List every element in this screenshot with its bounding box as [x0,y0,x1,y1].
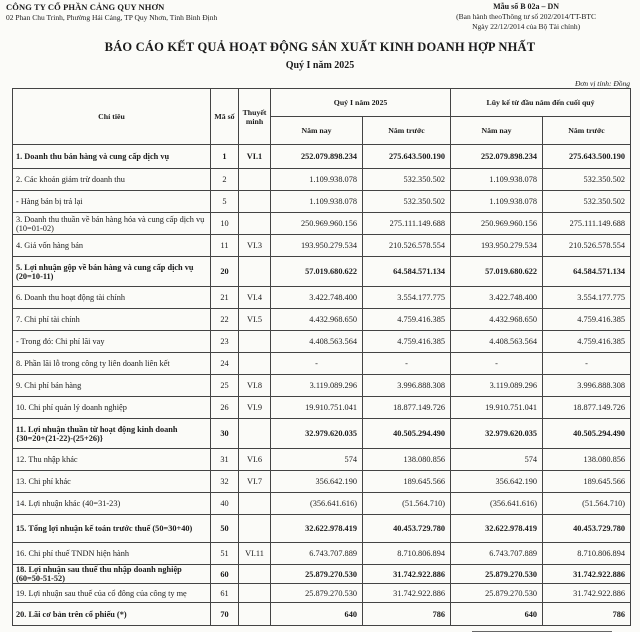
row-quarter-this-year: 19.910.751.041 [271,397,363,419]
row-quarter-last-year: 40.453.729.780 [363,515,451,543]
row-quarter-last-year: 532.350.502 [363,191,451,213]
row-label: 5. Lợi nhuận gộp về bán hàng và cung cấp dịch vụ (20=10-11) [13,257,211,287]
header-quarter: Quý I năm 2025 [271,89,451,117]
company-name: CÔNG TY CỔ PHẦN CẢNG QUY NHƠN [6,2,165,12]
row-quarter-this-year: - [271,353,363,375]
row-quarter-last-year: 31.742.922.886 [363,584,451,603]
report-period: Quý I năm 2025 [285,60,355,71]
row-label: 18. Lợi nhuận sau thuế thu nhập doanh nghiệp (60=50-51-52) [13,565,211,584]
row-ytd-this-year: 6.743.707.889 [451,543,543,565]
row-quarter-last-year: 18.877.149.726 [363,397,451,419]
row-code: 21 [211,287,239,309]
row-code: 25 [211,375,239,397]
row-code: 23 [211,331,239,353]
row-note: VI.7 [239,471,271,493]
row-ytd-last-year: 4.759.416.385 [543,331,631,353]
row-quarter-last-year: 786 [363,603,451,626]
table-row [13,603,631,626]
table-row [13,235,631,257]
row-note [239,191,271,213]
row-label: 13. Chi phí khác [13,471,211,493]
table-row [13,331,631,353]
row-ytd-last-year: 40.505.294.490 [543,419,631,449]
row-note: VI.1 [239,145,271,169]
report-title: BÁO CÁO KẾT QUẢ HOẠT ĐỘNG SẢN XUẤT KINH DOANH HỢP NHẤT [104,40,536,54]
row-code: 40 [211,493,239,515]
row-note [239,213,271,235]
row-code: 61 [211,584,239,603]
row-quarter-last-year: 210.526.578.554 [363,235,451,257]
row-ytd-last-year: 18.877.149.726 [543,397,631,419]
row-ytd-last-year: 31.742.922.886 [543,565,631,584]
row-label: 3. Doanh thu thuần về bán hàng hóa và cung cấp dịch vụ (10=01-02) [13,213,211,235]
table-row [13,584,631,603]
row-code: 1 [211,145,239,169]
table-row [13,419,631,449]
row-code: 2 [211,169,239,191]
row-label: 16. Chi phí thuế TNDN hiện hành [13,543,211,565]
row-quarter-last-year: 532.350.502 [363,169,451,191]
table-row [13,145,631,169]
row-ytd-this-year: 250.969.960.156 [451,213,543,235]
row-ytd-last-year: (51.564.710) [543,493,631,515]
row-quarter-this-year: 1.109.938.078 [271,169,363,191]
row-note: VI.6 [239,449,271,471]
form-issued-by: (Ban hành theoThông tư số 202/2014/TT-BTC [456,12,596,21]
table-row [13,257,631,287]
row-label: 2. Các khoản giảm trừ doanh thu [13,169,211,191]
row-quarter-this-year: 25.879.270.530 [271,584,363,603]
row-quarter-this-year: 6.743.707.889 [271,543,363,565]
row-note: VI.11 [239,543,271,565]
row-code: 20 [211,257,239,287]
row-label: 20. Lãi cơ bản trên cổ phiếu (*) [13,603,211,626]
income-statement-table [12,88,631,626]
row-quarter-this-year: 4.432.968.650 [271,309,363,331]
row-ytd-last-year: 31.742.922.886 [543,584,631,603]
row-code: 60 [211,565,239,584]
row-quarter-this-year: 640 [271,603,363,626]
row-quarter-last-year: 138.080.856 [363,449,451,471]
row-quarter-last-year: - [363,353,451,375]
row-code: 51 [211,543,239,565]
row-note: VI.3 [239,235,271,257]
row-code: 26 [211,397,239,419]
row-quarter-this-year: 1.109.938.078 [271,191,363,213]
row-quarter-last-year: 4.759.416.385 [363,331,451,353]
row-quarter-this-year: 252.079.898.234 [271,145,363,169]
row-quarter-this-year: 3.119.089.296 [271,375,363,397]
row-code: 30 [211,419,239,449]
header-code: Mã số [211,89,239,145]
header-item: Chỉ tiêu [13,89,211,145]
row-note [239,584,271,603]
row-quarter-this-year: 3.422.748.400 [271,287,363,309]
row-quarter-last-year: 275.111.149.688 [363,213,451,235]
row-quarter-last-year: 275.643.500.190 [363,145,451,169]
row-note: VI.5 [239,309,271,331]
row-note [239,331,271,353]
row-quarter-last-year: 40.505.294.490 [363,419,451,449]
row-code: 22 [211,309,239,331]
header-last-year: Năm trước [363,117,451,145]
row-ytd-last-year: 4.759.416.385 [543,309,631,331]
row-ytd-this-year: 4.408.563.564 [451,331,543,353]
row-label: 15. Tổng lợi nhuận kế toán trước thuế (50=30+40) [13,515,211,543]
row-quarter-this-year: 32.622.978.419 [271,515,363,543]
row-note: VI.4 [239,287,271,309]
row-note [239,257,271,287]
row-code: 10 [211,213,239,235]
table-row [13,515,631,543]
row-code: 50 [211,515,239,543]
table-row [13,397,631,419]
row-ytd-last-year: - [543,353,631,375]
row-quarter-last-year: 64.584.571.134 [363,257,451,287]
row-label: 7. Chi phí tài chính [13,309,211,331]
row-note: VI.9 [239,397,271,419]
row-ytd-last-year: 3.996.888.308 [543,375,631,397]
row-quarter-last-year: 189.645.566 [363,471,451,493]
row-ytd-this-year: 574 [451,449,543,471]
table-row [13,471,631,493]
table-row [13,169,631,191]
row-ytd-this-year: 252.079.898.234 [451,145,543,169]
row-label: 8. Phần lãi lỗ trong công ty liên doanh liên kết [13,353,211,375]
company-address: 02 Phan Chu Trinh, Phường Hải Cảng, TP Quy Nhơn, Tỉnh Bình Định [6,13,218,22]
row-label: 9. Chi phí bán hàng [13,375,211,397]
row-ytd-this-year: 356.642.190 [451,471,543,493]
row-ytd-this-year: 3.422.748.400 [451,287,543,309]
row-quarter-this-year: 193.950.279.534 [271,235,363,257]
row-ytd-this-year: 32.979.620.035 [451,419,543,449]
table-row [13,565,631,584]
row-label: - Trong đó: Chi phí lãi vay [13,331,211,353]
row-note [239,603,271,626]
row-ytd-last-year: 786 [543,603,631,626]
header-last-year-ytd: Năm trước [543,117,631,145]
row-code: 5 [211,191,239,213]
row-ytd-this-year: 4.432.968.650 [451,309,543,331]
row-ytd-last-year: 138.080.856 [543,449,631,471]
row-ytd-last-year: 275.643.500.190 [543,145,631,169]
row-quarter-last-year: 3.996.888.308 [363,375,451,397]
row-code: 32 [211,471,239,493]
row-ytd-last-year: 3.554.177.775 [543,287,631,309]
row-ytd-this-year: 640 [451,603,543,626]
row-ytd-this-year: 57.019.680.622 [451,257,543,287]
row-note: VI.8 [239,375,271,397]
row-ytd-last-year: 532.350.502 [543,191,631,213]
row-label: 14. Lợi nhuận khác (40=31-23) [13,493,211,515]
row-ytd-last-year: 275.111.149.688 [543,213,631,235]
table-row [13,493,631,515]
row-ytd-this-year: 25.879.270.530 [451,584,543,603]
row-note [239,515,271,543]
table-row [13,287,631,309]
row-code: 24 [211,353,239,375]
row-label: 4. Giá vốn hàng bán [13,235,211,257]
row-quarter-this-year: 250.969.960.156 [271,213,363,235]
row-quarter-this-year: (356.641.616) [271,493,363,515]
header-ytd: Lũy kế từ đầu năm đến cuối quý [451,89,631,117]
row-ytd-this-year: 25.879.270.530 [451,565,543,584]
row-ytd-this-year: 193.950.279.534 [451,235,543,257]
header-this-year-ytd: Năm nay [451,117,543,145]
row-label: 10. Chi phí quản lý doanh nghiệp [13,397,211,419]
row-note [239,419,271,449]
row-ytd-this-year: 19.910.751.041 [451,397,543,419]
row-label: 1. Doanh thu bán hàng và cung cấp dịch vụ [13,145,211,169]
row-quarter-this-year: 32.979.620.035 [271,419,363,449]
row-label: 11. Lợi nhuận thuần từ hoạt động kinh doanh {30=20+(21-22)-(25+26)} [13,419,211,449]
row-ytd-this-year: 3.119.089.296 [451,375,543,397]
table-row [13,543,631,565]
row-ytd-last-year: 532.350.502 [543,169,631,191]
table-row [13,213,631,235]
row-quarter-last-year: 4.759.416.385 [363,309,451,331]
row-ytd-this-year: 1.109.938.078 [451,169,543,191]
header-note: Thuyết minh [239,89,271,145]
table-row [13,449,631,471]
table-row [13,309,631,331]
row-label: 12. Thu nhập khác [13,449,211,471]
row-code: 11 [211,235,239,257]
row-ytd-this-year: 1.109.938.078 [451,191,543,213]
row-ytd-last-year: 189.645.566 [543,471,631,493]
table-row [13,375,631,397]
row-note [239,353,271,375]
form-code: Mẫu số B 02a – DN [493,2,560,11]
row-ytd-last-year: 210.526.578.554 [543,235,631,257]
form-issued-date: Ngày 22/12/2014 của Bộ Tài chính) [472,22,581,31]
row-quarter-last-year: 8.710.806.894 [363,543,451,565]
row-quarter-this-year: 356.642.190 [271,471,363,493]
row-quarter-this-year: 574 [271,449,363,471]
row-ytd-last-year: 8.710.806.894 [543,543,631,565]
header-this-year: Năm nay [271,117,363,145]
row-quarter-last-year: 31.742.922.886 [363,565,451,584]
row-label: 6. Doanh thu hoạt động tài chính [13,287,211,309]
row-note [239,493,271,515]
row-ytd-this-year: 32.622.978.419 [451,515,543,543]
row-quarter-this-year: 57.019.680.622 [271,257,363,287]
row-label: 19. Lợi nhuận sau thuế của cổ đông của công ty mẹ [13,584,211,603]
table-row [13,353,631,375]
row-ytd-this-year: (356.641.616) [451,493,543,515]
row-note [239,169,271,191]
row-label: - Hàng bán bị trả lại [13,191,211,213]
form-reference [456,2,596,32]
row-ytd-last-year: 40.453.729.780 [543,515,631,543]
row-ytd-last-year: 64.584.571.134 [543,257,631,287]
table-row [13,191,631,213]
row-note [239,565,271,584]
row-code: 31 [211,449,239,471]
row-ytd-this-year: - [451,353,543,375]
company-header [6,2,217,22]
row-quarter-last-year: 3.554.177.775 [363,287,451,309]
row-quarter-this-year: 4.408.563.564 [271,331,363,353]
row-quarter-last-year: (51.564.710) [363,493,451,515]
currency-unit: Đơn vị tính: Đồng [574,79,630,88]
row-quarter-this-year: 25.879.270.530 [271,565,363,584]
row-code: 70 [211,603,239,626]
